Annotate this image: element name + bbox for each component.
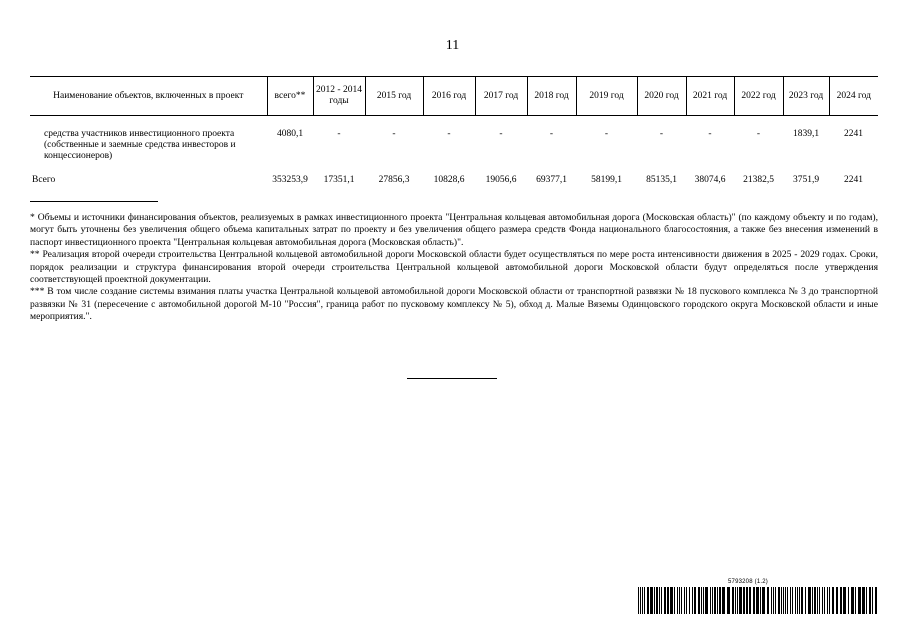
table-cell: 21382,5 bbox=[743, 175, 774, 185]
header-year: 2015 год bbox=[365, 77, 423, 116]
header-year: 2023 год bbox=[783, 77, 829, 116]
footnotes bbox=[30, 212, 878, 324]
table-cell: 10828,6 bbox=[433, 175, 465, 185]
table-cell: - bbox=[499, 129, 503, 139]
row-name: Всего bbox=[32, 175, 56, 185]
header-year: 2017 год bbox=[475, 77, 527, 116]
header-year: 2016 год bbox=[423, 77, 475, 116]
header-year: 2022 год bbox=[734, 77, 783, 116]
table-row bbox=[30, 129, 878, 175]
table-cell: - bbox=[337, 129, 341, 139]
header-year: 2020 год bbox=[637, 77, 686, 116]
table-cell: - bbox=[756, 129, 761, 139]
footnote-divider bbox=[30, 201, 158, 202]
financing-table bbox=[30, 76, 878, 186]
header-year: 2019 год bbox=[576, 77, 637, 116]
header-object-name: Наименование объектов, включенных в проект bbox=[30, 77, 267, 116]
footnote: ** Реализация второй очереди строительства Центральной кольцевой автомобильной дороги Московской области будет осуществляться по мере роста интенсивности движения в 2025 - 2029 годах. Сроки, порядок реализации и структура финансирования второй очереди строительства Центральной кольцевой автомобильной дороги Московской области будут определяться после утверждения соответствующей проектной документации. bbox=[30, 249, 878, 286]
table-cell: 2241 bbox=[844, 175, 863, 185]
table-cell: 3751,9 bbox=[792, 175, 820, 185]
table-cell: 353253,9 bbox=[272, 175, 308, 185]
page-number: 11 bbox=[445, 38, 460, 53]
table-header-row bbox=[30, 77, 878, 116]
table-cell: 58199,1 bbox=[591, 175, 622, 185]
footnote: *** В том числе создание системы взимания платы участка Центральной кольцевой автомобильной дороги Московской области от транспортной развязки № 18 пускового комплекса № 3 до транспортной развязки № 31 (пересечение с автомобильной дорогой М-10 "Россия", граница работ по пусковому комплексу № 5), обход д. Малые Вяземы Одинцовского городского округа Московской области и иные мероприятия.". bbox=[30, 286, 878, 323]
header-year: 2018 год bbox=[527, 77, 576, 116]
table-cell: 85135,1 bbox=[646, 175, 677, 185]
table-cell: 17351,1 bbox=[323, 175, 355, 185]
table-cell: - bbox=[604, 129, 609, 139]
table-cell: 38074,6 bbox=[694, 175, 726, 185]
table-cell: 27856,3 bbox=[378, 175, 410, 185]
row-name: средства участников инвестиционного проекта (собственные и заемные средства инвесторов и концессионеров) bbox=[44, 129, 236, 161]
table-cell: - bbox=[447, 129, 451, 139]
table-cell: - bbox=[708, 129, 712, 139]
barcode bbox=[638, 587, 878, 614]
header-year: 2012 - 2014 годы bbox=[313, 77, 365, 116]
table-spacer-row bbox=[30, 116, 878, 130]
table-cell: - bbox=[549, 129, 554, 139]
table-cell: 69377,1 bbox=[536, 175, 567, 185]
table-cell: - bbox=[659, 129, 664, 139]
table-cell: - bbox=[392, 129, 396, 139]
table-cell: 2241 bbox=[844, 129, 863, 139]
table-cell: 19056,6 bbox=[485, 175, 517, 185]
header-year: 2024 год bbox=[829, 77, 878, 116]
table-cell: 1839,1 bbox=[792, 129, 820, 139]
footnote: * Объемы и источники финансирования объектов, реализуемых в рамках инвестиционного проекта "Центральная кольцевая автомобильная дорога (Московская область)" (по каждому объекту и по годам), могут быть уточнены без увеличения общего объема капитальных затрат по проекту и без увеличения общего размера средств Фонда национального благосостояния, а также без внесения изменений в паспорт инвестиционного проекта "Центральная кольцевая автомобильная дорога (Московская область)". bbox=[30, 212, 878, 248]
table-row-total bbox=[30, 175, 878, 186]
header-year: 2021 год bbox=[686, 77, 734, 116]
end-divider bbox=[407, 378, 497, 379]
barcode-number: 5793208 (1.2) bbox=[728, 579, 768, 585]
header-total: всего** bbox=[267, 77, 313, 116]
table-cell: 4080,1 bbox=[276, 129, 304, 139]
